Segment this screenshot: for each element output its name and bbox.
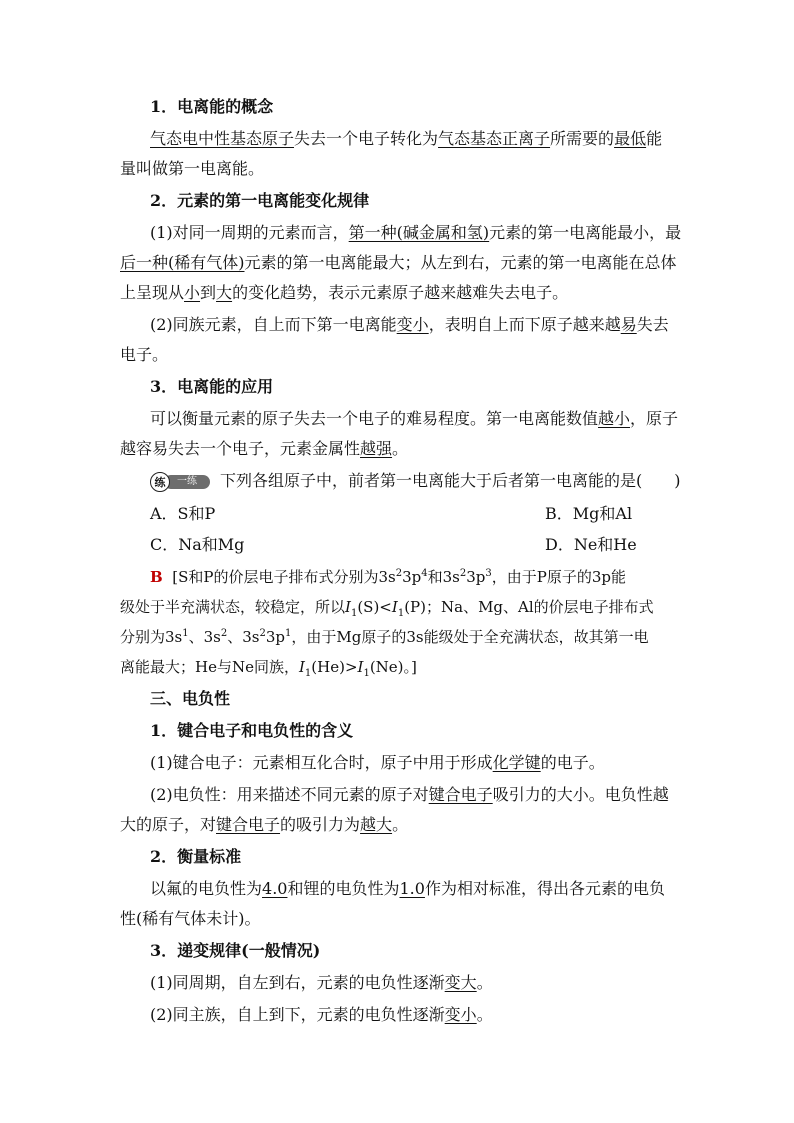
trend-paragraph-1-line-1: (1)对同一周期的元素而言，第一种(碱金属和氢)元素的第一电离能最小，最 <box>150 223 682 242</box>
trend-paragraph-2-line-2: 电子。 <box>120 345 169 364</box>
definition-line-1: 气态电中性基态原子失去一个电子转化为气态基态正离子所需要的最低能 <box>150 129 663 148</box>
trend-paragraph-2-line-1: (2)同族元素，自上而下第一电离能变小，表明自上而下原子越来越易失去 <box>150 315 669 334</box>
explanation-line-1: B [S和P的价层电子排布式分别为$3s^23p^4$和$3s^23p^3$，由于P原子的3p能 <box>150 568 627 586</box>
option-a: A．S和P <box>150 504 216 523</box>
standard-line-2: 性(稀有气体未计)。 <box>120 909 261 928</box>
heading-ionization-concept: 1．电离能的概念 <box>150 97 274 116</box>
trend-paragraph-1-line-3: 上呈现从小到大的变化趋势，表示元素原子越来越难失去电子。 <box>120 283 569 302</box>
trend-paragraph-1-line-2: 后一种(稀有气体)元素的第一电离能最大；从左到右，元素的第一电离能在总体 <box>120 253 677 272</box>
option-row-2 <box>150 534 637 556</box>
heading-ionization-trend: 2．元素的第一电离能变化规律 <box>150 191 370 210</box>
electronegativity-definition-line-2: 大的原子，对键合电子的吸引力为越大。 <box>120 815 409 834</box>
electronegativity-definition-line-1: (2)电负性：用来描述不同元素的原子对键合电子吸引力的大小。电负性越 <box>150 785 669 804</box>
trend-same-period: (1)同周期，自左到右，元素的电负性逐渐变大。 <box>150 973 493 992</box>
heading-periodic-trend: 3．递变规律(一般情况) <box>150 941 321 960</box>
practice-question: 一练 练 下列各组原子中，前者第一电离能大于后者第一电离能的是( ) <box>150 470 681 492</box>
explanation-line-3: 分别为$3s^1$、$3s^2$、$3s^23p^1$，由于Mg原子的3s能级处于全充满状态，故其第一电 <box>120 628 649 646</box>
heading-ionization-application: 3．电离能的应用 <box>150 377 274 396</box>
section-title-electronegativity: 三、电负性 <box>150 689 231 708</box>
explanation-line-2: 级处于半充满状态，较稳定，所以$I_1(S)<I_1(P)$；Na、Mg、Al的价层电子排布式 <box>120 598 654 619</box>
standard-line-1: 以氟的电负性为4.0和锂的电负性为1.0作为相对标准，得出各元素的电负 <box>150 879 665 898</box>
bonding-electron-definition: (1)键合电子：元素相互化合时，原子中用于形成化学键的电子。 <box>150 753 605 772</box>
trend-same-group: (2)同主族，自上到下，元素的电负性逐渐变小。 <box>150 1005 493 1024</box>
option-b: B．Mg和Al <box>545 504 633 523</box>
application-line-1: 可以衡量元素的原子失去一个电子的难易程度。第一电离能数值越小，原子 <box>150 409 679 428</box>
option-d: D．Ne和He <box>545 535 637 554</box>
heading-bonding-electrons: 1．键合电子和电负性的含义 <box>150 721 354 740</box>
definition-line-2: 量叫做第一电离能。 <box>120 159 265 178</box>
heading-measurement-standard: 2．衡量标准 <box>150 847 242 866</box>
answer-label: B <box>150 568 163 586</box>
option-row-1 <box>150 503 633 525</box>
practice-badge-icon: 一练 练 <box>150 472 212 492</box>
option-c: C．Na和Mg <box>150 535 245 554</box>
application-line-2: 越容易失去一个电子，元素金属性越强。 <box>120 439 409 458</box>
explanation-line-4: 离能最大；He与Ne同族，$I_1(He)>I_1(Ne)$。] <box>120 658 417 679</box>
